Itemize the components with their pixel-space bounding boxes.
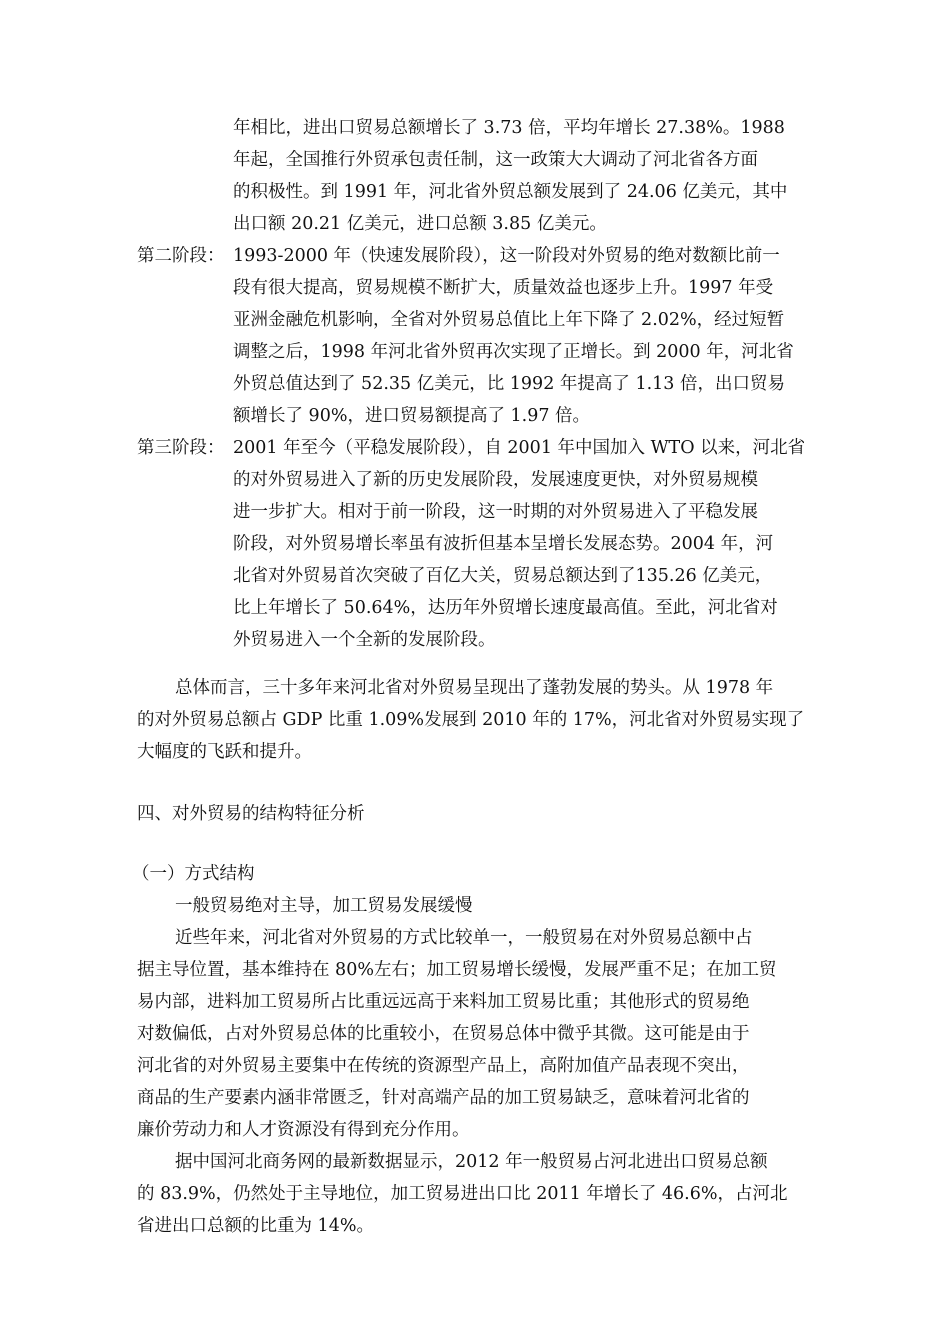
section-heading: 四、对外贸易的结构特征分析 [137,804,365,824]
summary-line: 总体而言，三十多年来河北省对外贸易呈现出了蓬勃发展的势头。从 1978 年 [175,678,774,698]
summary-line: 大幅度的飞跃和提升。 [137,742,312,762]
stage2-line: 额增长了 90%，进口贸易额提高了 1.97 倍。 [233,406,591,426]
stage3-line: 外贸易进入一个全新的发展阶段。 [233,630,496,650]
stage3-line: 进一步扩大。相对于前一阶段，这一时期的对外贸易进入了平稳发展 [233,502,758,522]
stage2-line: 1993-2000 年（快速发展阶段），这一阶段对外贸易的绝对数额比前一 [233,246,780,266]
stage3-line: 北省对外贸易首次突破了百亿大关，贸易总额达到了135.26 亿美元， [233,566,773,586]
stage1-line: 年相比，进出口贸易总额增长了 3.73 倍，平均年增长 27.38%。1988 [233,118,785,138]
stage3-line: 的对外贸易进入了新的历史发展阶段，发展速度更快，对外贸易规模 [233,470,758,490]
data-line: 省进出口总额的比重为 14%。 [137,1216,374,1236]
stage2-line: 调整之后，1998 年河北省外贸再次实现了正增长。到 2000 年，河北省 [233,342,794,362]
analysis-line: 商品的生产要素内涵非常匮乏，针对高端产品的加工贸易缺乏，意味着河北省的 [137,1088,750,1108]
stage2-line: 亚洲金融危机影响，全省对外贸易总值比上年下降了 2.02%，经过短暂 [233,310,785,330]
stage1-line: 的积极性。到 1991 年，河北省外贸总额发展到了 24.06 亿美元，其中 [233,182,788,202]
stage3-line: 阶段，对外贸易增长率虽有波折但基本呈增长发展态势。2004 年，河 [233,534,774,554]
stage3-label: 第三阶段： [137,438,225,458]
stage2-line: 外贸总值达到了 52.35 亿美元，比 1992 年提高了 1.13 倍，出口贸易 [233,374,785,394]
summary-line: 的对外贸易总额占 GDP 比重 1.09%发展到 2010 年的 17%，河北省对外贸易实现了 [137,710,805,730]
subsection-heading: （一）方式结构 [132,864,255,884]
analysis-line: 河北省的对外贸易主要集中在传统的资源型产品上，高附加值产品表现不突出， [137,1056,750,1076]
stage3-line: 2001 年至今（平稳发展阶段），自 2001 年中国加入 WTO 以来，河北省 [233,438,806,458]
data-line: 据中国河北商务网的最新数据显示，2012 年一般贸易占河北进出口贸易总额 [175,1152,768,1172]
analysis-line: 对数偏低，占对外贸易总体的比重较小，在贸易总体中微乎其微。这可能是由于 [137,1024,750,1044]
data-line: 的 83.9%，仍然处于主导地位，加工贸易进出口比 2011 年增长了 46.6%，占河北 [137,1184,788,1204]
stage2-label: 第二阶段： [137,246,225,266]
analysis-line: 易内部，进料加工贸易所占比重远远高于来料加工贸易比重；其他形式的贸易绝 [137,992,750,1012]
analysis-line: 据主导位置，基本维持在 80%左右；加工贸易增长缓慢，发展严重不足；在加工贸 [137,960,777,980]
analysis-line: 近些年来，河北省对外贸易的方式比较单一，一般贸易在对外贸易总额中占 [175,928,753,948]
analysis-line: 廉价劳动力和人才资源没有得到充分作用。 [137,1120,470,1140]
stage1-line: 年起，全国推行外贸承包责任制，这一政策大大调动了河北省各方面 [233,150,758,170]
stage2-line: 段有很大提高，贸易规模不断扩大，质量效益也逐步上升。1997 年受 [233,278,774,298]
stage3-line: 比上年增长了 50.64%，达历年外贸增长速度最高值。至此，河北省对 [233,598,778,618]
subsection-subtitle: 一般贸易绝对主导，加工贸易发展缓慢 [175,896,473,916]
stage1-line: 出口额 20.21 亿美元，进口总额 3.85 亿美元。 [233,214,607,234]
